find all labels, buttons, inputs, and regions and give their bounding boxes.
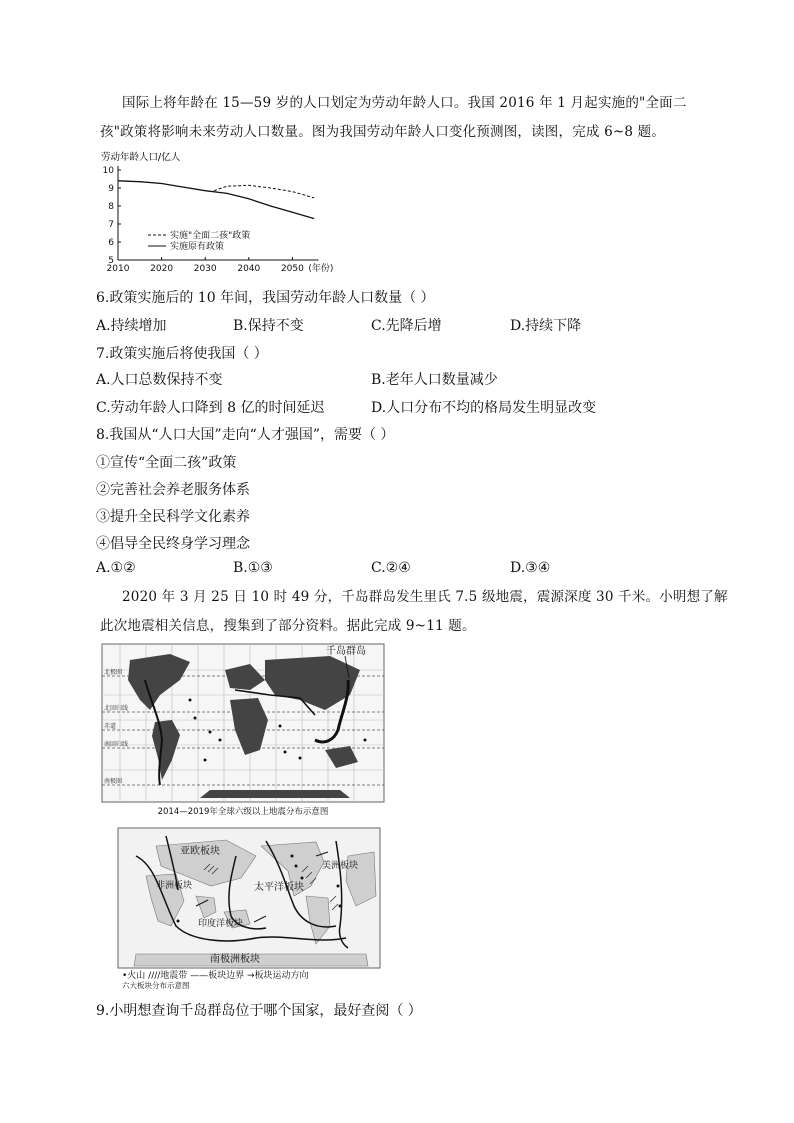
passage-1-line-2: 孩"政策将影响未来劳动人口数量。图为我国劳动年龄人口变化预测图，读图，完成 6~8 题。: [100, 124, 666, 140]
plate-label-antarctic: 南极洲板块: [210, 954, 260, 965]
q6-option-d[interactable]: D.持续下降: [510, 318, 582, 334]
lat-label-tropic-cancer: 北回归线: [104, 705, 129, 712]
q6-option-a[interactable]: A.持续增加: [96, 318, 167, 334]
q6-option-b[interactable]: B.保持不变: [233, 318, 304, 334]
legend-entry: 实施"全面二孩"政策: [170, 231, 251, 241]
q8-item-2: ②完善社会养老服务体系: [96, 482, 250, 498]
q8-item-4: ④倡导全民终身学习理念: [96, 536, 250, 552]
q7-option-d[interactable]: D.人口分布不均的格局发生明显改变: [371, 400, 597, 416]
chart-y-label: 劳动年龄人口/亿人: [101, 152, 181, 163]
plate-label-indian: 印度洋板块: [198, 919, 244, 929]
q7-option-c[interactable]: C.劳动年龄人口降到 8 亿的时间延迟: [96, 400, 325, 416]
series-original-policy-line: [118, 181, 314, 219]
chart-x-tick-label: 2050: [280, 264, 304, 274]
chart-x-label: (年份): [308, 264, 334, 274]
plate-distribution-map: [116, 826, 382, 990]
chart-x-tick-label: 2010: [106, 264, 130, 274]
q8-item-1: ①宣传“全面二孩”政策: [96, 455, 237, 471]
lat-label-equator: 赤道: [104, 723, 117, 730]
q8-option-d[interactable]: D.③④: [510, 560, 551, 576]
plate-label-eurasian: 亚欧板块: [180, 846, 220, 857]
question-7-stem: 7.政策实施后将使我国（ ）: [96, 346, 268, 362]
chart-y-tick-label: 9: [108, 184, 114, 194]
chart-y-tick-label: 6: [108, 238, 114, 248]
lat-label-arctic: 北极圈: [104, 669, 123, 676]
labor-population-chart-svg: [96, 150, 346, 280]
kuril-islands-label: 千岛群岛: [326, 646, 366, 657]
chart-y-tick-label: 8: [108, 202, 114, 212]
q8-option-b[interactable]: B.①③: [233, 560, 273, 576]
series-two-child-policy-line: [214, 185, 314, 198]
chart-x-tick-label: 2020: [150, 264, 174, 274]
lat-label-tropic-capricorn: 南回归线: [104, 741, 129, 748]
q7-option-a[interactable]: A.人口总数保持不变: [96, 372, 223, 388]
plate-label-american: 美洲板块: [322, 861, 359, 871]
chart-y-tick-label: 7: [108, 220, 114, 230]
q8-option-c[interactable]: C.②④: [371, 560, 411, 576]
earthquake-map-svg: [100, 640, 386, 820]
labor-population-chart: [96, 150, 346, 280]
legend-entry: 实施原有政策: [170, 242, 225, 252]
plate-label-african: 非洲板块: [156, 881, 193, 891]
q6-option-c[interactable]: C.先降后增: [371, 318, 442, 334]
chart-y-tick-label: 5: [108, 256, 114, 266]
question-8-stem: 8.我国从“人口大国”走向“人才强国”，需要（ ）: [96, 427, 395, 443]
q8-item-3: ③提升全民科学文化素养: [96, 509, 250, 525]
passage-2-line-1: 2020 年 3 月 25 日 10 时 49 分，千岛群岛发生里氏 7.5 级地震，震源深度 30 千米。小明想了解: [122, 589, 728, 605]
plate-label-pacific: 太平洋板块: [254, 882, 304, 893]
chart-y-tick-label: 10: [102, 166, 114, 176]
question-6-stem: 6.政策实施后的 10 年间，我国劳动年龄人口数量（ ）: [96, 290, 435, 306]
plate-map-svg: [116, 826, 382, 990]
passage-2-line-2: 此次地震相关信息，搜集到了部分资料。据此完成 9~11 题。: [100, 618, 476, 634]
plate-map-legend: •火山 ////地震带 ——板块边界 →板块运动方向: [122, 971, 309, 981]
lat-label-antarctic: 南极圈: [104, 778, 123, 785]
question-9-stem: 9.小明想查询千岛群岛位于哪个国家，最好查阅（ ）: [96, 1003, 422, 1019]
q8-option-a[interactable]: A.①②: [96, 560, 136, 576]
chart-x-tick-label: 2030: [193, 264, 217, 274]
chart-x-tick-label: 2040: [237, 264, 261, 274]
passage-1-line-1: 国际上将年龄在 15—59 岁的人口划定为劳动年龄人口。我国 2016 年 1 月起实施的"全面二: [122, 95, 687, 111]
earthquake-map-caption: 2014—2019年全球六级以上地震分布示意图: [157, 807, 329, 817]
earthquake-distribution-map: [100, 640, 386, 820]
q7-option-b[interactable]: B.老年人口数量减少: [371, 372, 498, 388]
plate-map-caption: 六大板块分布示意图: [122, 981, 190, 990]
